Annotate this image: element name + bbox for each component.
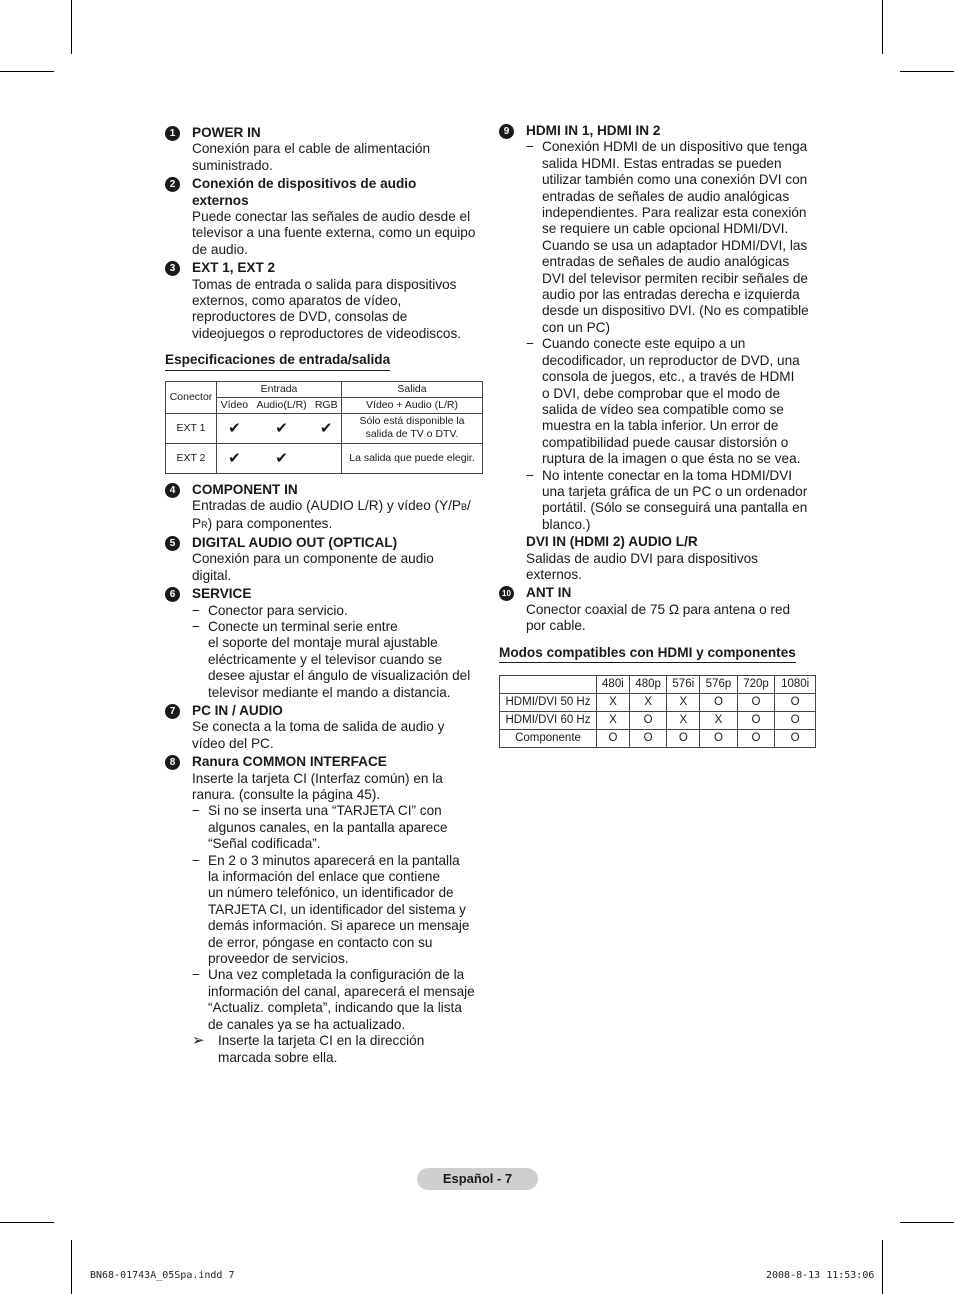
dvi-audio-title: DVI IN (HDMI 2) AUDIO L/R — [526, 534, 698, 550]
dash-text: o DVI, debe comprobar que el modo de — [542, 385, 781, 401]
item-title: COMPONENT IN — [192, 481, 298, 497]
dash-text: − Conecte un terminal serie entre — [208, 618, 398, 634]
item-text: ranura. (consulte la página 45). — [192, 787, 381, 802]
modes-cell: O — [629, 730, 667, 748]
ext2-video-check: ✔ — [217, 443, 252, 473]
item-title: POWER IN — [192, 125, 261, 140]
table-row — [500, 712, 816, 730]
dash-text: desee ajustar el ángulo de visualización del — [208, 668, 471, 684]
dash-text: un número telefónico, un identificador de — [208, 885, 454, 901]
dash-text: audio por las entradas derecha e izquierda — [542, 287, 800, 303]
dash-text: “Actualiz. completa”, indicando que la lista — [208, 1000, 462, 1016]
item-text: reproductores de DVD, consolas de — [192, 309, 408, 325]
dash-text: − Cuando conecte este equipo a un — [542, 336, 746, 352]
crop-mark — [900, 71, 954, 72]
modes-cell: O — [597, 730, 630, 748]
table-row — [500, 694, 816, 712]
item-text: digital. — [192, 567, 232, 583]
ext1-video-check: ✔ — [217, 413, 252, 443]
dash-text: proveedor de servicios. — [208, 951, 349, 967]
dash-text: información del canal, aparecerá el mensaje — [208, 983, 475, 999]
modes-row-label: HDMI/DVI 60 Hz — [500, 712, 597, 730]
crop-mark — [71, 1240, 72, 1294]
ext1-salida-line: Sólo está disponible la — [359, 415, 465, 428]
note — [192, 1033, 485, 1066]
item-text: Se conecta a la toma de salida de audio y — [192, 719, 445, 735]
number-badge: 4 — [165, 483, 180, 498]
dash-item — [192, 619, 485, 701]
video-audio-header: Vídeo + Audio (L/R) — [342, 397, 483, 413]
dash-text: de error, póngase en contacto con su — [208, 934, 433, 950]
dash-text: “Señal codificada”. — [208, 836, 321, 852]
item-title: HDMI IN 1, HDMI IN 2 — [526, 123, 661, 138]
text-part: / — [467, 498, 471, 514]
note-text: Inserte la tarjeta CI en la dirección — [218, 1033, 425, 1049]
item-title: DIGITAL AUDIO OUT (OPTICAL) — [192, 534, 398, 550]
number-badge: 9 — [499, 124, 514, 139]
rgb-header: RGB — [311, 397, 341, 413]
number-badge: 3 — [165, 261, 180, 276]
modes-col-header: 576p — [700, 676, 738, 694]
item-text — [192, 516, 485, 533]
item-pc-in — [165, 703, 485, 752]
number-badge: 2 — [165, 177, 180, 192]
modes-col-header: 576i — [667, 676, 700, 694]
modes-cell: X — [629, 694, 667, 712]
dash-text: Cuando se usa un adaptador HDMI/DVI, las — [542, 237, 808, 253]
dash-item — [526, 336, 819, 467]
item-title: Ranura COMMON INTERFACE — [192, 754, 387, 770]
dash-item — [526, 139, 819, 336]
ext1-rgb-check: ✔ — [311, 413, 341, 443]
io-spec-table — [165, 381, 483, 474]
ext1-label: EXT 1 — [166, 413, 217, 443]
item-digital-audio-out — [165, 535, 485, 584]
dash-text: el soporte del montaje mural ajustable — [208, 635, 438, 651]
modes-cell: X — [597, 712, 630, 730]
item-text: vídeo del PC. — [192, 735, 274, 751]
item-text: suministrado. — [192, 157, 273, 173]
table-row — [500, 730, 816, 748]
number-badge: 5 — [165, 536, 180, 551]
item-title: EXT 1, EXT 2 — [192, 260, 276, 276]
modes-cell: X — [667, 712, 700, 730]
dash-text: la información del enlace que contiene — [208, 869, 441, 885]
crop-mark — [0, 71, 54, 72]
crop-mark — [0, 1222, 54, 1223]
left-column — [165, 125, 485, 1068]
ext2-rgb-empty — [311, 443, 341, 473]
modes-cell: O — [629, 712, 667, 730]
ext1-audio-check: ✔ — [252, 413, 312, 443]
entrada-header: Entrada — [217, 381, 342, 397]
dash-text: − Una vez completada la configuración de la — [208, 967, 465, 983]
modes-cell: O — [775, 730, 816, 748]
audio-header: Audio(L/R) — [252, 397, 312, 413]
dash-text: − No intente conectar en la toma HDMI/DVI — [542, 467, 793, 483]
modes-cell: X — [667, 694, 700, 712]
modes-cell: O — [700, 730, 738, 748]
item-text: videojuegos o reproductores de videodiscos. — [192, 325, 462, 341]
item-text: Puede conectar las señales de audio desde el — [192, 209, 471, 225]
modes-row-label: Componente — [500, 730, 597, 748]
item-text: televisor a una fuente externa, como un equipo — [192, 225, 476, 241]
dash-item — [192, 967, 485, 1033]
dash-text: decodificador, un reproductor de DVD, una — [542, 352, 800, 368]
item-text: externos. — [526, 566, 582, 582]
dash-text: televisor mediante el mando a distancia. — [208, 684, 451, 700]
dash-text: utilizar también como una conexión DVI con — [542, 172, 808, 188]
dash-text: TARJETA CI, un identificador del sistema y — [208, 901, 466, 917]
text-part: Entradas de audio (AUDIO L/R) y vídeo (Y/P — [192, 498, 461, 514]
item-hdmi-in — [499, 123, 819, 583]
page-number-tab: Español - 7 — [417, 1168, 538, 1190]
modes-cell: O — [700, 694, 738, 712]
item-title: SERVICE — [192, 586, 252, 602]
crop-mark — [882, 0, 883, 54]
item-text: Conexión para un componente de audio — [192, 551, 434, 567]
modes-col-header: 1080i — [775, 676, 816, 694]
dash-item — [192, 853, 485, 968]
item-text: por cable. — [526, 618, 586, 634]
crop-mark — [882, 1240, 883, 1294]
item-title: PC IN / AUDIO — [192, 702, 283, 718]
dash-text: entradas de señales de audio analógicas — [542, 254, 790, 270]
item-audio-devices — [165, 176, 485, 258]
number-badge: 10 — [499, 586, 514, 601]
item-ant-in — [499, 585, 819, 634]
dash-text: eléctricamente y el televisor cuando se — [208, 651, 443, 667]
subscript: R — [201, 519, 208, 530]
conector-header: Conector — [166, 381, 217, 413]
item-service — [165, 586, 485, 701]
subscript: B — [460, 502, 467, 513]
dash-text: compatibilidad puede causar distorsión o — [542, 434, 789, 450]
item-text: Tomas de entrada o salida para dispositivos — [192, 276, 457, 292]
modes-cell: O — [775, 694, 816, 712]
dash-text: − En 2 o 3 minutos aparecerá en la pantalla — [208, 852, 460, 868]
crop-mark — [71, 0, 72, 54]
slug-file: BN68-01743A_05Spa.indd 7 — [90, 1270, 235, 1281]
dash-text: muestra en la tabla inferior. Un error de — [542, 418, 779, 434]
number-badge: 7 — [165, 704, 180, 719]
modes-heading: Modos compatibles con HDMI y componentes — [499, 645, 796, 663]
modes-cell: X — [597, 694, 630, 712]
text-part: P — [192, 515, 202, 531]
dash-item — [192, 603, 485, 619]
item-text: Salidas de audio DVI para dispositivos — [526, 550, 758, 566]
modes-cell: O — [667, 730, 700, 748]
item-text: externos, como aparatos de vídeo, — [192, 293, 402, 309]
item-title: ANT IN — [526, 585, 572, 601]
ext2-audio-check: ✔ — [252, 443, 312, 473]
modes-col-header: 480p — [629, 676, 667, 694]
dash-text: ruptura de la imagen o que ésta no se vea. — [542, 451, 801, 467]
salida-header: Salida — [342, 381, 483, 397]
item-text: Conexión para el cable de alimentación — [192, 141, 431, 157]
dash-text: blanco.) — [542, 516, 591, 532]
item-common-interface — [165, 754, 485, 1066]
text-part: ) para componentes. — [207, 515, 333, 531]
dash-text: salida HDMI. Estas entradas se pueden — [542, 155, 782, 171]
ext2-label: EXT 2 — [166, 443, 217, 473]
dash-text: − Conector para servicio. — [208, 602, 348, 618]
ext1-salida-line: salida de TV o DTV. — [365, 428, 459, 441]
dash-text: − Si no se inserta una “TARJETA CI” con — [208, 803, 442, 819]
dash-text: se requiere un cable opcional HDMI/DVI. — [542, 221, 789, 237]
number-badge: 1 — [165, 126, 180, 141]
dash-item — [192, 803, 485, 852]
number-badge: 6 — [165, 587, 180, 602]
item-text: Inserte la tarjeta CI (Interfaz común) en la — [192, 770, 443, 786]
arrow-icon: ➢ — [192, 1032, 205, 1050]
ext1-salida — [342, 413, 483, 443]
dash-item — [526, 468, 819, 534]
modes-cell: O — [737, 694, 775, 712]
dash-text: independientes. Para realizar esta conexión — [542, 205, 807, 221]
item-text: de audio. — [192, 241, 248, 257]
dash-text: consola de juegos, etc., a través de HDMI — [542, 369, 795, 385]
modes-col-header: 480i — [597, 676, 630, 694]
item-component-in — [165, 482, 485, 533]
item-text: Conector coaxial de 75 Ω para antena o red — [526, 601, 791, 617]
dash-text: entradas de señales de audio analógicas — [542, 188, 790, 204]
number-badge: 8 — [165, 755, 180, 770]
dash-text: − Conexión HDMI de un dispositivo que tenga — [542, 139, 808, 155]
modes-cell: O — [737, 712, 775, 730]
crop-mark — [900, 1222, 954, 1223]
dash-text: salida de vídeo sea compatible como se — [542, 401, 784, 417]
dash-text: demás información. Si aparece un mensaje — [208, 918, 470, 934]
ext2-salida: La salida que puede elegir. — [342, 443, 483, 473]
modes-row-label: HDMI/DVI 50 Hz — [500, 694, 597, 712]
dash-text: portátil. (Sólo se conseguirá una pantalla en — [542, 500, 808, 516]
modes-corner — [500, 676, 597, 694]
dash-text: DVI del televisor permiten recibir señales de — [542, 270, 808, 286]
right-column — [499, 123, 819, 748]
item-ext — [165, 260, 485, 342]
io-spec-heading: Especificaciones de entrada/salida — [165, 352, 390, 370]
video-header: Vídeo — [217, 397, 252, 413]
modes-col-header: 720p — [737, 676, 775, 694]
modes-table — [499, 675, 816, 748]
modes-cell: X — [700, 712, 738, 730]
item-power-in — [165, 125, 485, 174]
modes-cell: O — [737, 730, 775, 748]
item-text — [192, 498, 485, 515]
dash-text: algunos canales, en la pantalla aparece — [208, 819, 448, 835]
item-title: externos — [192, 192, 249, 208]
slug-date: 2008-8-13 11:53:06 — [766, 1270, 875, 1281]
dash-text: desde un dispositivo DVI. (No es compatible — [542, 303, 809, 319]
modes-cell: O — [775, 712, 816, 730]
dash-text: con un PC) — [542, 319, 611, 335]
item-title: Conexión de dispositivos de audio — [192, 176, 417, 192]
note-text: marcada sobre ella. — [218, 1049, 338, 1065]
dash-text: de canales ya se ha actualizado. — [208, 1016, 406, 1032]
dash-text: una tarjeta gráfica de un PC o un ordenador — [542, 483, 808, 499]
